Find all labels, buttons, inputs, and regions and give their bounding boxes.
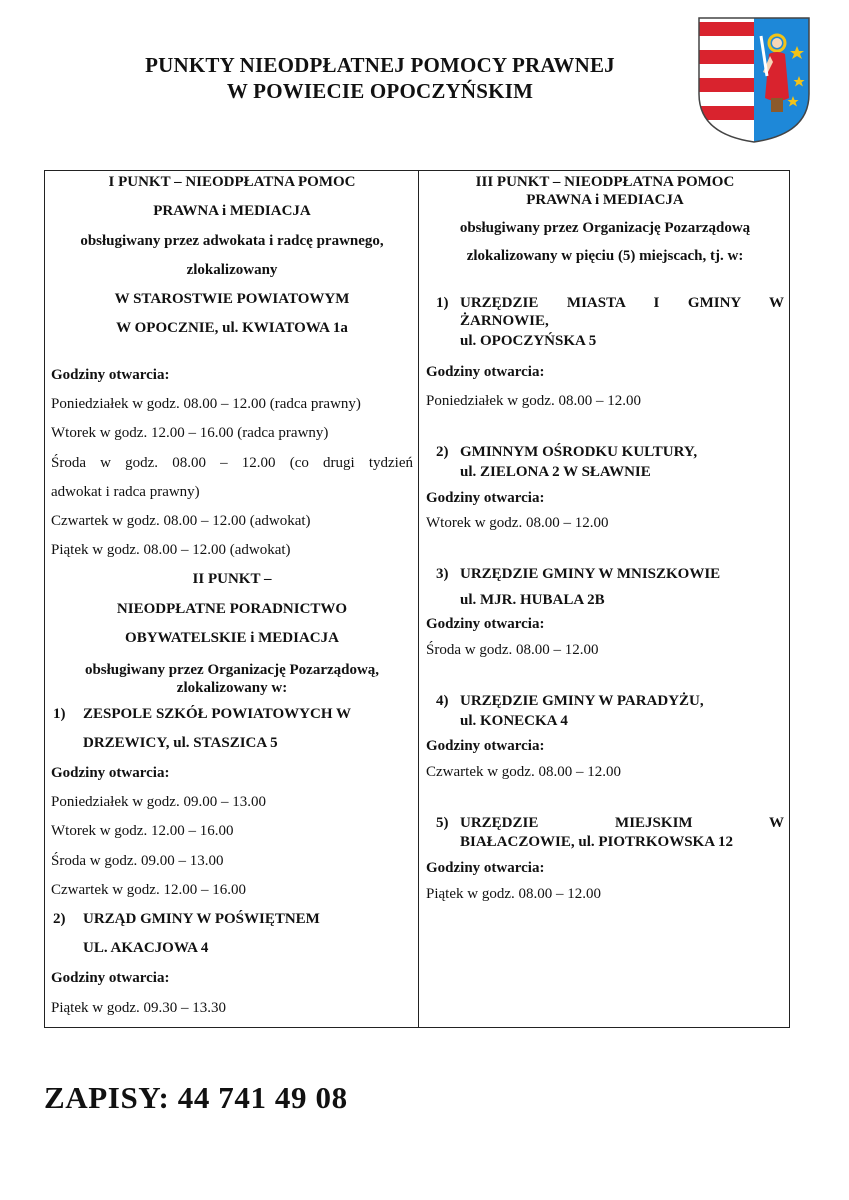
registration-phone: ZAPISY: 44 741 49 08 <box>44 1080 348 1115</box>
point-1-hours-monday: Poniedziałek w godz. 08.00 – 12.00 (radca prawny) <box>51 396 361 412</box>
point-3-loc-1-hours-label: Godziny otwarcia: <box>426 364 545 380</box>
point-3-loc-5-number: 5) <box>436 815 449 831</box>
point-3-loc-1-name: URZĘDZIE MIASTA I GMINY W <box>460 295 784 311</box>
point-2-loc-1-hours-thursday: Czwartek w godz. 12.00 – 16.00 <box>51 882 246 898</box>
point-3-loc-3-address: ul. MJR. HUBALA 2B <box>460 592 605 608</box>
point-2-loc-2-address: UL. AKACJOWA 4 <box>83 940 209 956</box>
point-3-loc-5-hours: Piątek w godz. 08.00 – 12.00 <box>426 886 601 902</box>
point-1-operator: obsługiwany przez adwokata i radcę prawnego, <box>80 233 384 249</box>
point-3-heading-2: PRAWNA i MEDIACJA <box>526 192 684 208</box>
point-3-loc-4-address: ul. KONECKA 4 <box>460 713 568 729</box>
point-3-loc-2-number: 2) <box>436 444 449 460</box>
point-1-hours-thursday: Czwartek w godz. 08.00 – 12.00 (adwokat) <box>51 513 311 529</box>
point-2-heading-2: NIEODPŁATNE PORADNICTWO <box>116 601 348 617</box>
point-3-loc-5-hours-label: Godziny otwarcia: <box>426 860 545 876</box>
point-2-loc-1-hours-tuesday: Wtorek w godz. 12.00 – 16.00 <box>51 823 234 839</box>
point-2-loc-1-hours-label: Godziny otwarcia: <box>51 765 170 781</box>
point-2-loc-1-address: DRZEWICY, ul. STASZICA 5 <box>83 735 278 751</box>
point-2-loc-1-hours-monday: Poniedziałek w godz. 09.00 – 13.00 <box>51 794 266 810</box>
point-3-loc-1-name-2: ŻARNOWIE, <box>460 313 549 329</box>
point-2-operator: obsługiwany przez Organizację Pozarządową, <box>84 662 380 678</box>
point-2-heading: II PUNKT – <box>192 571 272 587</box>
point-1-hours-wednesday: Środa w godz. 08.00 – 12.00 (co drugi tydzień <box>51 455 413 471</box>
point-3-loc-5-address: BIAŁACZOWIE, ul. PIOTRKOWSKA 12 <box>460 834 733 850</box>
point-2-loc-2-hours-label: Godziny otwarcia: <box>51 970 170 986</box>
point-3-loc-4-hours: Czwartek w godz. 08.00 – 12.00 <box>426 764 621 780</box>
point-3-operator: obsługiwany przez Organizację Pozarządową <box>459 220 751 236</box>
point-2-loc-1-hours-wednesday: Środa w godz. 09.00 – 13.00 <box>51 853 224 869</box>
point-1-address: W OPOCZNIE, ul. KWIATOWA 1a <box>116 320 348 336</box>
point-3-loc-2-name: GMINNYM OŚRODKU KULTURY, <box>460 444 698 460</box>
point-2-loc-1-number: 1) <box>53 706 66 722</box>
point-1-located: zlokalizowany <box>186 262 278 278</box>
point-2-heading-3: OBYWATELSKIE i MEDIACJA <box>125 630 339 646</box>
point-3-loc-5-name: URZĘDZIE MIEJSKIM W <box>460 815 784 831</box>
page-title <box>60 52 700 104</box>
column-divider <box>418 171 419 1027</box>
point-1-hours-label: Godziny otwarcia: <box>51 367 170 383</box>
point-3-loc-1-address: ul. OPOCZYŃSKA 5 <box>460 333 597 349</box>
point-3-located: zlokalizowany w pięciu (5) miejscach, tj. w: <box>466 248 744 264</box>
point-3-loc-4-name: URZĘDZIE GMINY W PARADYŻU, <box>460 693 704 709</box>
point-3-loc-2-hours-label: Godziny otwarcia: <box>426 490 545 506</box>
point-2-loc-2-number: 2) <box>53 911 66 927</box>
point-3-heading: III PUNKT – NIEODPŁATNA POMOC <box>475 174 735 190</box>
point-3-loc-2-hours: Wtorek w godz. 08.00 – 12.00 <box>426 515 609 531</box>
point-1-heading-2: PRAWNA i MEDIACJA <box>153 203 311 219</box>
point-2-located: zlokalizowany w: <box>176 680 288 696</box>
point-3-loc-3-name: URZĘDZIE GMINY W MNISZKOWIE <box>460 566 721 582</box>
point-3-loc-3-hours-label: Godziny otwarcia: <box>426 616 545 632</box>
point-1-place: W STAROSTWIE POWIATOWYM <box>114 291 350 307</box>
title-line-2: W POWIECIE OPOCZYŃSKIM <box>226 79 534 103</box>
point-2-loc-1-name: ZESPOLE SZKÓŁ POWIATOWYCH W <box>83 706 351 722</box>
point-3-loc-1-number: 1) <box>436 295 449 311</box>
point-3-loc-3-hours: Środa w godz. 08.00 – 12.00 <box>426 642 599 658</box>
point-1-hours-friday: Piątek w godz. 08.00 – 12.00 (adwokat) <box>51 542 291 558</box>
point-3-loc-4-hours-label: Godziny otwarcia: <box>426 738 545 754</box>
title-line-1: PUNKTY NIEODPŁATNEJ POMOCY PRAWNEJ <box>145 53 615 77</box>
point-1-hours-tuesday: Wtorek w godz. 12.00 – 16.00 (radca prawny) <box>51 425 329 441</box>
point-3-loc-3-number: 3) <box>436 566 449 582</box>
point-3-loc-1-hours: Poniedziałek w godz. 08.00 – 12.00 <box>426 393 641 409</box>
point-3-loc-4-number: 4) <box>436 693 449 709</box>
coat-of-arms-logo <box>697 16 811 144</box>
point-2-loc-2-name: URZĄD GMINY W POŚWIĘTNEM <box>83 911 320 927</box>
point-2-loc-2-hours-friday: Piątek w godz. 09.30 – 13.30 <box>51 1000 226 1016</box>
point-1-heading: I PUNKT – NIEODPŁATNA POMOC <box>108 174 356 190</box>
legal-aid-table <box>44 170 790 1028</box>
point-3-loc-2-address: ul. ZIELONA 2 W SŁAWNIE <box>460 464 651 480</box>
point-1-hours-wednesday-cont: adwokat i radca prawny) <box>51 484 200 500</box>
